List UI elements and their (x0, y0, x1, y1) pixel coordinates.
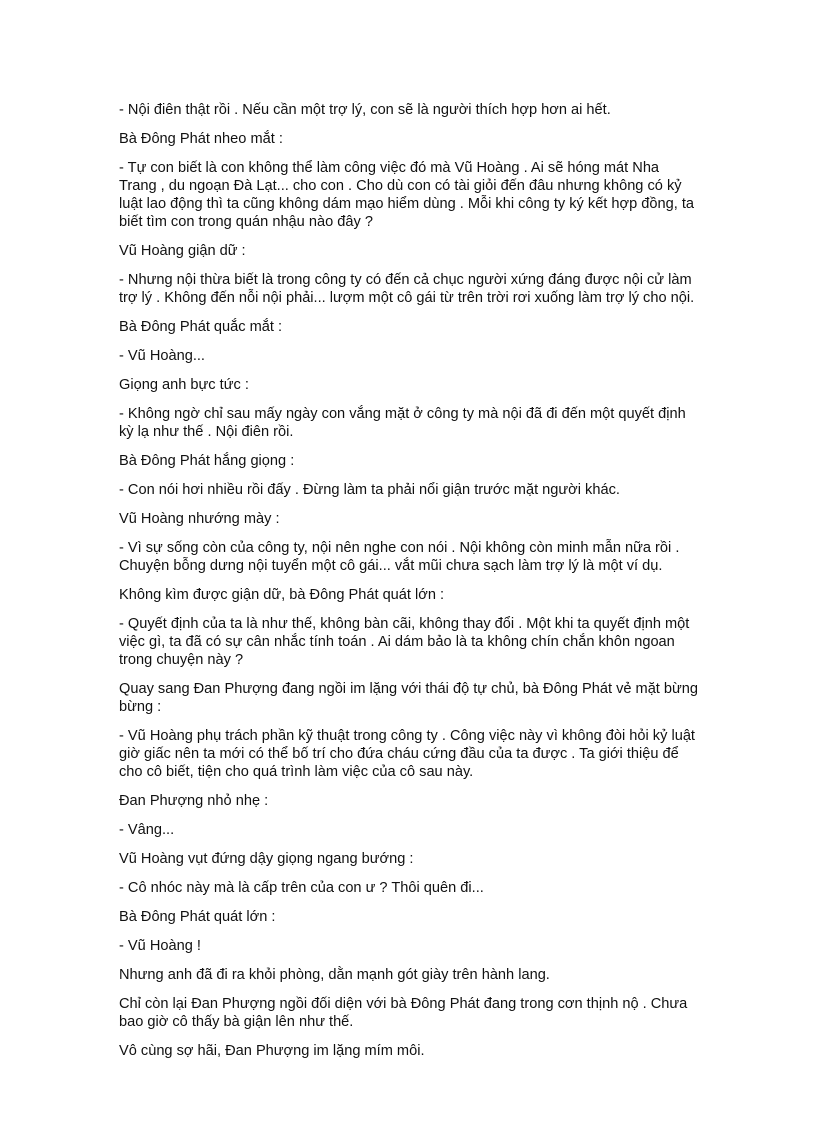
paragraph-4: Vũ Hoàng giận dữ : (119, 243, 246, 259)
paragraph-24: Nhưng anh đã đi ra khỏi phòng, dằn mạnh gót giày trên hành lang. (119, 967, 550, 983)
paragraph-15: - Quyết định của ta là như thế, không bàn cãi, không thay đổi . Một khi ta quyết định một việc gì, ta đã có sự cân nhắc tính toán . Ai dám bảo là ta không chín chắn khôn ngoan trong chuyện này ? (119, 616, 690, 668)
paragraph-8: Giọng anh bực tức : (119, 377, 249, 393)
paragraph-10: Bà Đông Phát hắng giọng : (119, 453, 295, 469)
paragraph-25: Chỉ còn lại Đan Phượng ngồi đối diện với bà Đông Phát đang trong cơn thịnh nộ . Chưa bao giờ cô thấy bà giận lên như thế. (119, 996, 688, 1030)
paragraph-11: - Con nói hơi nhiều rồi đấy . Đừng làm ta phải nổi giận trước mặt người khác. (119, 482, 620, 498)
paragraph-2: Bà Đông Phát nheo mắt : (119, 131, 283, 147)
document-body (119, 101, 699, 1071)
paragraph-3: - Tự con biết là con không thể làm công việc đó mà Vũ Hoàng . Ai sẽ hóng mát Nha Trang , du ngoạn Đà Lạt... cho con . Cho dù con có tài giỏi đến đâu nhưng không có kỷ luật lao động thì ta cũng không dám mạo hiểm dùng . Mỗi khi công ty ký kết hợp đồng, ta biết tìm con trong quán nhậu nào đây ? (119, 160, 695, 230)
paragraph-5: - Nhưng nội thừa biết là trong công ty có đến cả chục người xứng đáng được nội cử làm trợ lý . Không đến nỗi nội phải... lượm một cô gái từ trên trời rơi xuống làm trợ lý cho nội. (119, 272, 695, 306)
paragraph-12: Vũ Hoàng nhướng mày : (119, 511, 280, 527)
paragraph-9: - Không ngờ chỉ sau mấy ngày con vắng mặt ở công ty mà nội đã đi đến một quyết định kỳ lạ như thế . Nội điên rồi. (119, 406, 686, 440)
paragraph-16: Quay sang Đan Phượng đang ngồi im lặng với thái độ tự chủ, bà Đông Phát vẻ mặt bừng bừng : (119, 681, 699, 715)
paragraph-23: - Vũ Hoàng ! (119, 938, 201, 954)
paragraph-22: Bà Đông Phát quát lớn : (119, 909, 276, 925)
paragraph-26: Vô cùng sợ hãi, Đan Phượng im lặng mím môi. (119, 1043, 425, 1059)
paragraph-13: - Vì sự sống còn của công ty, nội nên nghe con nói . Nội không còn minh mẫn nữa rồi . Chuyện bỗng dưng nội tuyển một cô gái... vắt mũi chưa sạch làm trợ lý là một ví dụ. (119, 540, 680, 574)
paragraph-17: - Vũ Hoàng phụ trách phần kỹ thuật trong công ty . Công việc này vì không đòi hỏi kỷ luật giờ giấc nên ta mới có thể bố trí cho đứa cháu cứng đầu của ta được . Ta giới thiệu để cho cô biết, tiện cho quá trình làm việc của cô sau này. (119, 728, 695, 780)
paragraph-18: Đan Phượng nhỏ nhẹ : (119, 793, 269, 809)
paragraph-6: Bà Đông Phát quắc mắt : (119, 319, 283, 335)
paragraph-14: Không kìm được giận dữ, bà Đông Phát quát lớn : (119, 587, 445, 603)
paragraph-20: Vũ Hoàng vụt đứng dậy giọng ngang bướng : (119, 851, 414, 867)
paragraph-7: - Vũ Hoàng... (119, 348, 205, 364)
paragraph-19: - Vâng... (119, 822, 175, 838)
paragraph-1: - Nội điên thật rồi . Nếu cần một trợ lý, con sẽ là người thích hợp hơn ai hết. (119, 102, 611, 118)
paragraph-21: - Cô nhóc này mà là cấp trên của con ư ? Thôi quên đi... (119, 880, 484, 896)
